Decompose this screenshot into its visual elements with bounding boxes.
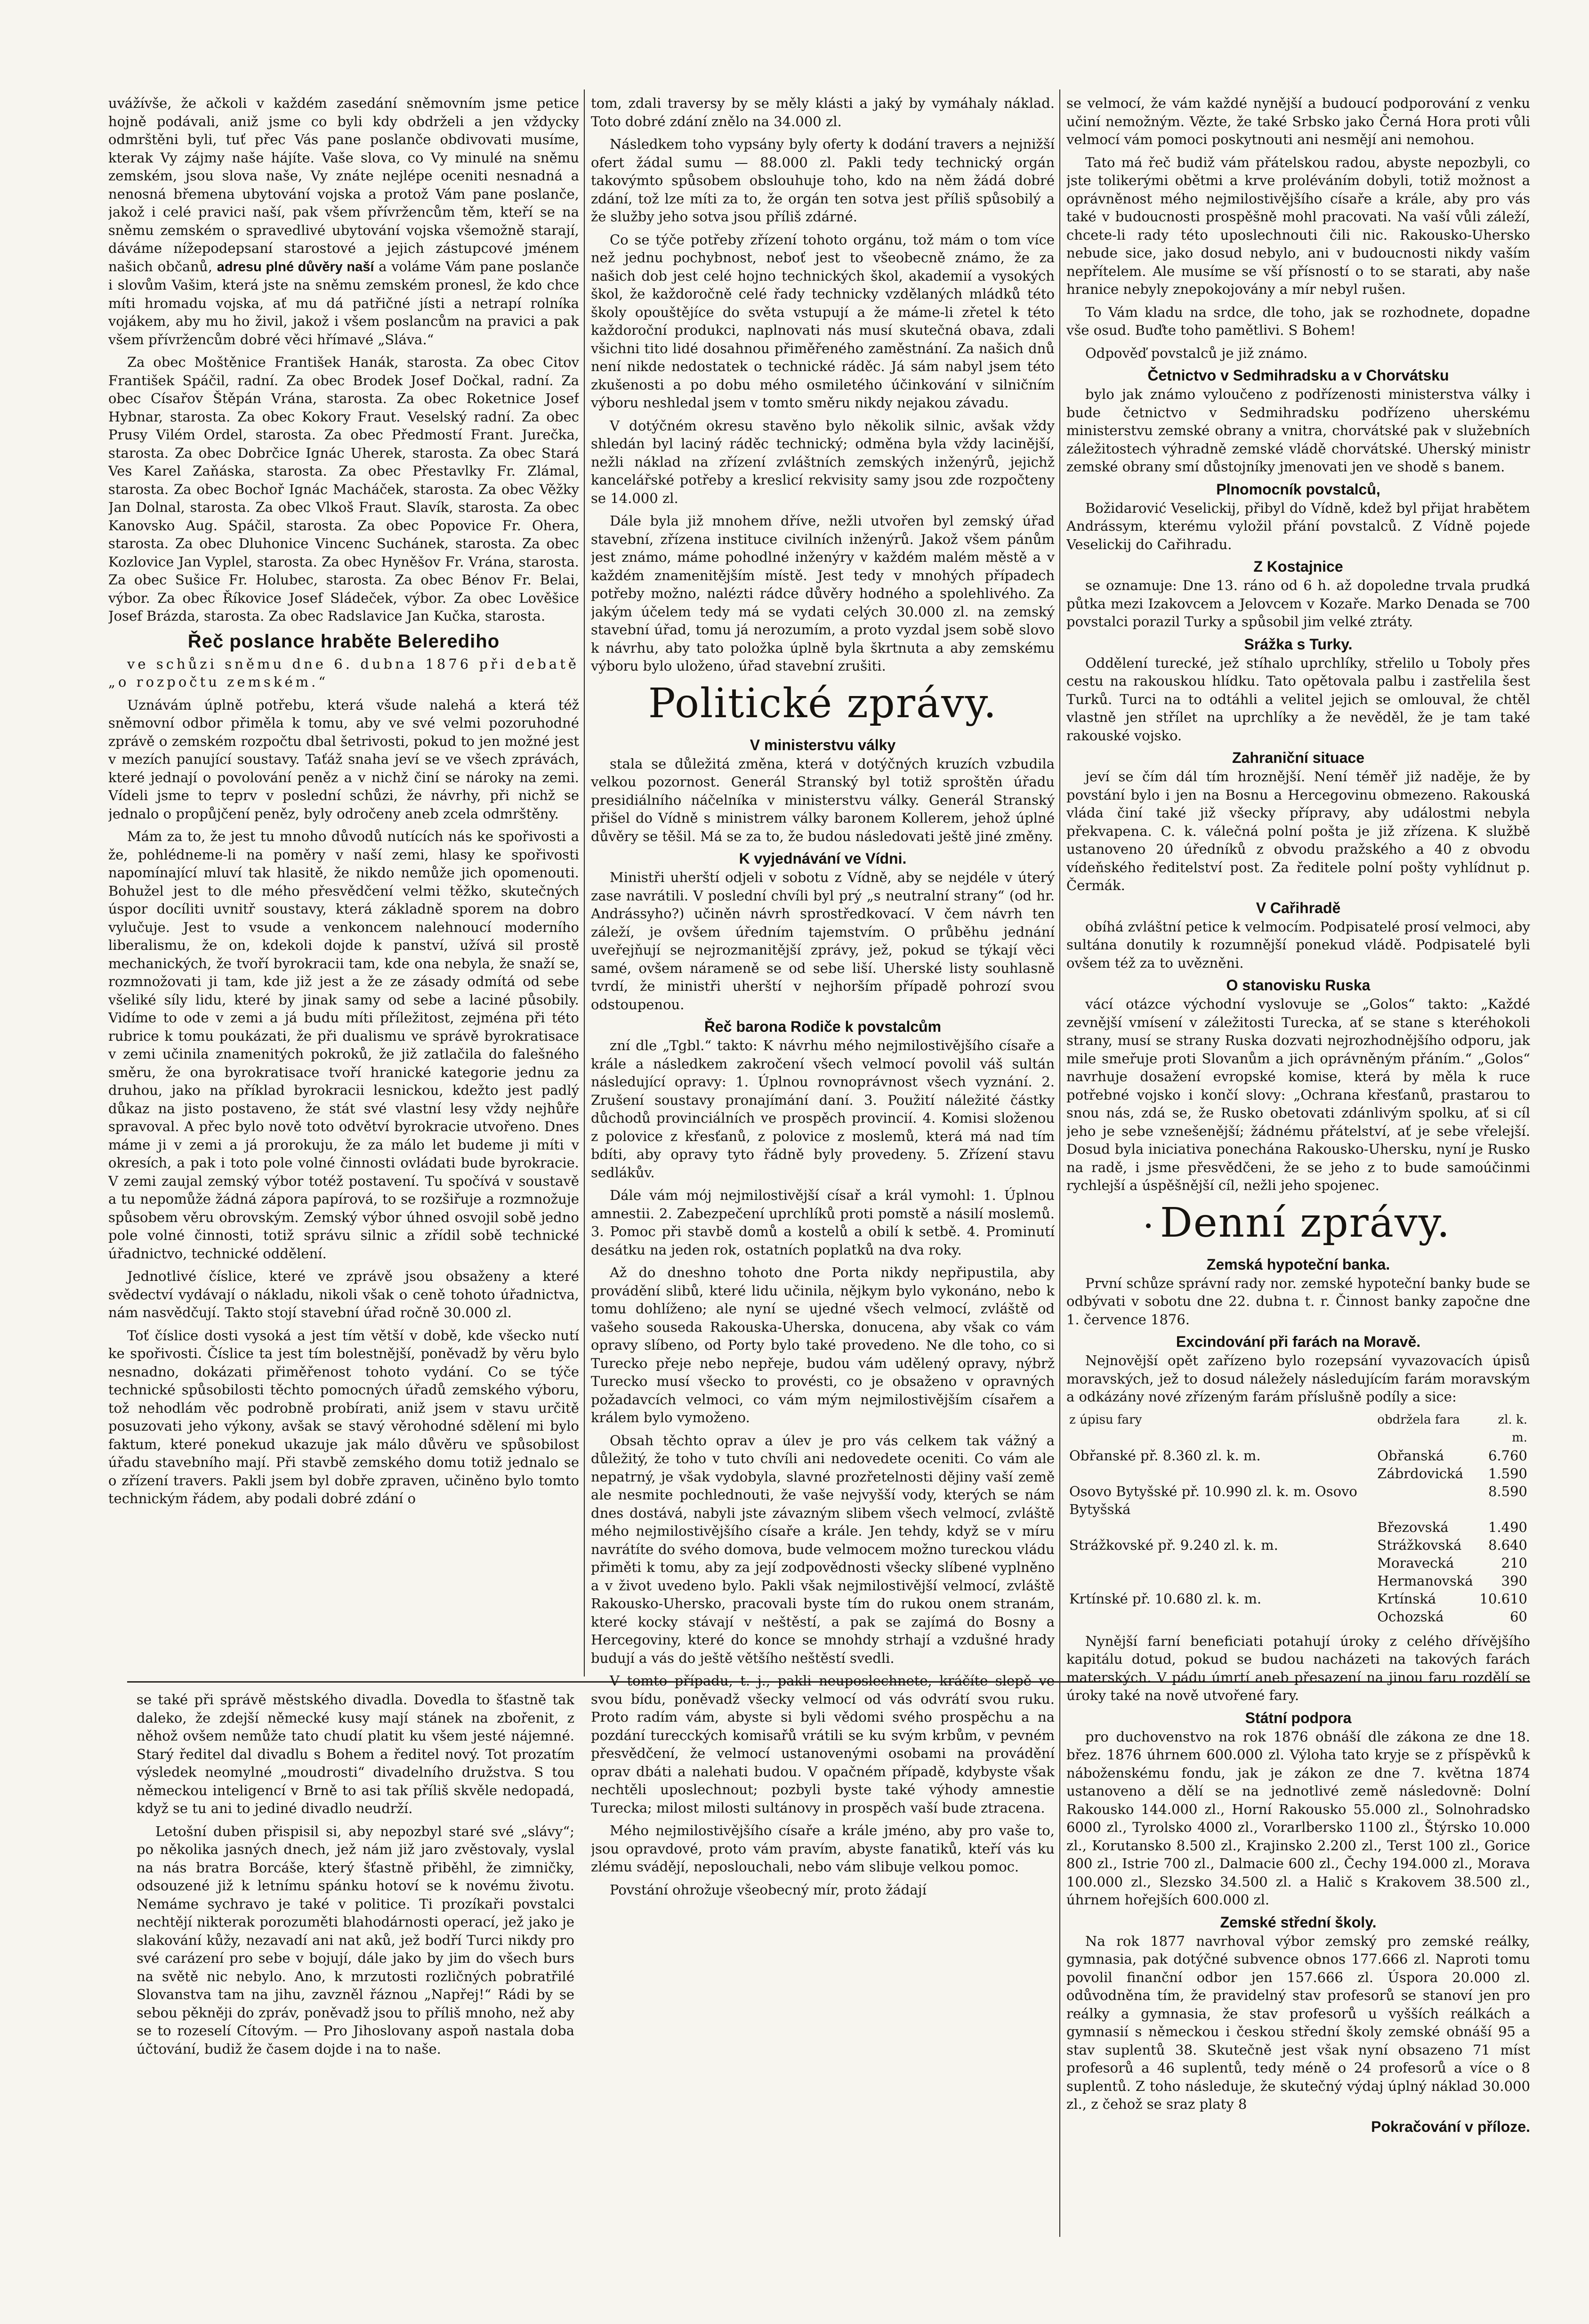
speech-paragraph: Jednotlivé číslice, které ve zprávě jsou obsaženy a které svědectví vydávají o nákladu, nikoli však o ceně tohoto úřadnictva, nám nasvědčují. Takto stojí stavební úřad ročně 30.000 zl. xyxy=(108,1268,579,1320)
news-headline: V Cařihradě xyxy=(1256,899,1341,916)
col2-paragraph: V dotýčném okresu stavěno bylo několik silnic, avšak vždy shledán byl laciný ráděc technický; odměna byla vždy lacinější, nežli náklad na zřízení zvláštních zemských inženýrů, jejichž kancelářské potřeby a kreslicí rekvisity samy jsou zde rozpočteny se 14.000 zl. xyxy=(591,417,1055,506)
news-headline: Zemská hypoteční banka. xyxy=(1206,1255,1390,1273)
news-paragraph: Nynější farní beneficiati potahují úroky z celého dřívějšího kapitálu dotud, pokud se budou nacházeti na takových farách materských. V pádu úmrtí aneb přesazení na jinou faru rozdělí se úroky také na nově utvořené fary. xyxy=(1066,1633,1530,1703)
table-cell: Obřanské př. 8.360 zl. k. m. xyxy=(1069,1447,1261,1464)
table-cell: Březovská xyxy=(1377,1519,1449,1535)
news-paragraph: zní dle „Tgbl.“ takto: K návrhu mého nejmilostivějšího císaře a krále a následkem zakročení všech velmocí povolil váš sultán následující opravy: 1. Úplnou rovnoprávnost všech vyznání. 2. Zrušení soustavy pronajímání daní. 3. Použití náležité částky důchodů provinciálních ve prospěch provincií. 4. Komisi složenou z polovice z křesťanů, z polovice z moslemů, která má nad tím bdíti, aby opravy tyto řádně byly provedeny. 5. Zřízení stavu sedlákův. xyxy=(591,1037,1055,1181)
table-cell xyxy=(1066,1608,1374,1626)
news-paragraph: Nejnovější opět zařízeno bylo rozepsání vyvazovacích úpisů moravských, jež to dosud náležely následujícím farám moravským a odkázány nové zřízeným farám příslušně podíly a sice: xyxy=(1066,1352,1530,1405)
speech-paragraph: Toť číslice dosti vysoká a jest tím větší v době, kde všecko nutí ke spořivosti. Číslice ta jest tím bolestnější, poněvadž by věru bylo nesnadno, dokázati přiměřenost tohoto vydání. Co se týče technické spůsobilosti těchto pomocných úřadů zemského výboru, tož nehodlám věc podrobně probírati, aniž jsem v stavu určitě posuzovati jeho výkony, avšak se stavý věrohodné sdělení mi bylo faktum, které ponekud ukazuje jak málo důvěru ve spůsobilost úřadu stavebního mají. Při stavbě zemského domu totiž jednalo se o zřízení travers. Pakli jsem byl dobře zpraven, učiněno bylo tomto technickým řádem, aby podali dobré zdání o xyxy=(108,1327,579,1506)
table-cell: 210 xyxy=(1501,1555,1527,1571)
table-row xyxy=(1066,1447,1530,1465)
column-1-bottom xyxy=(137,1691,574,2303)
col2-paragraph: tom, zdali traversy by se měly klásti a jaký by vymáhaly náklad. Toto dobré zdání znělo na 34.000 zl. xyxy=(591,95,1055,130)
bold-phrase: adresu plné důvěry naší xyxy=(217,259,374,275)
table-row xyxy=(1066,1465,1530,1482)
table-header-row xyxy=(1066,1411,1530,1447)
table-row xyxy=(1066,1554,1530,1572)
table-cell: Strážkovská xyxy=(1377,1537,1462,1553)
col2-paragraph: Dále byla již mnohem dříve, nežli utvořen byl zemský úřad stavební, zřízena instituce civilních inženýrů. Jakož všem pánům jest známo, máme pohodlné inženýry v každém malém městě a v každém znamenitějším místě. Jest tedy v mnohých případech potřeby možno, nalézti rádce důvěry hodného a spolehlivého. Za jakým účelem tedy má se vydati celých 30.000 zl. na zemský stavební úřad, tomu já nerozumím, a proto vyzdal jsem sobě slovo k návrhu, aby tato položka úplně byla škrtnuta a aby zemskému výboru bylo uloženo, úřad stavební zrušiti. xyxy=(591,513,1055,674)
news-headline: Excindování při farách na Moravě. xyxy=(1176,1333,1421,1350)
table-cell: Hermanovská xyxy=(1377,1572,1473,1589)
table-cell: Zábrdovická xyxy=(1377,1465,1463,1482)
column-rule-2 xyxy=(1059,89,1060,2237)
col1-signatures: Za obec Moštěnice František Hanák, starosta. Za obec Citov František Spáčil, radní. Za obec Brodek Josef Dočkal, radní. Za obec Císařov Štěpán Vrána, starosta. Za obec Roketnice Josef Hybnar, starosta. Za obec Kokory Fraut. Veselský radní. Za obec Prusy Vilém Ordel, starosta. Za obec Předmostí Frant. Jurečka, starosta. Za obec Dobrčice Ignác Uherek, starosta. Za obec Stará Ves Karel Zaňáska, starosta. Za obec Přestavlky Fr. Zlámal, starosta. Za obec Bochoř Ignác Macháček, starosta. Za obec Věžky Jan Dolnal, starosta. Za obec Vlkoš Fraut. Slavík, starosta. Za obec Kanovsko Aug. Spáčil, starosta. Za obec Popovice Fr. Ohera, starosta. Za obec Dluhonice Vincenc Suchánek, starosta. Za obec Kozlovice Jan Vyplel, starosta. Za obec Hyněšov Fr. Vrána, starosta. Za obec Sušice Fr. Holubec, starosta. Za obec Bénov Fr. Belai, výbor. Za obec Říkovice Josef Sládeček, výbor. Za obec Lověšice Josef Brázda, starosta. Za obec Radslavice Jan Kučka, starosta. xyxy=(108,354,579,624)
column-1 xyxy=(108,94,579,1672)
table-cell: Strážkovské př. 9.240 zl. k. m. xyxy=(1069,1537,1278,1553)
table-cell xyxy=(1066,1465,1374,1482)
table-cell: 1.590 xyxy=(1488,1465,1527,1482)
table-row xyxy=(1066,1590,1530,1608)
news-headline: Řeč barona Rodiče k povstalcům xyxy=(704,1018,942,1035)
column-2 xyxy=(591,94,1055,2317)
table-cell: Krtínská xyxy=(1377,1590,1436,1607)
col3-paragraph: Tato má řeč budiž vám přátelskou radou, abyste nepozbyli, co jste tolikerými obětmi a krve proléváním dobyli, totiž možnost a oprávněnost mého nejmilostivějšího císaře a krále, aby pro vás také v budoucnosti prospěšně mohl pracovati. Na vaší vůli záleží, chcete-li rady této uposlechnouti čili nic. Rakousko-Uhersko nebude sice, jako dosud nebylo, ani v budoucnosti nikdy vaším nepřítelem. Ale musíme se vší přísností o to se starati, aby naše hranice nebyly znepokojovány a mír nebyl rušen. xyxy=(1066,154,1530,297)
political-news-heading: Politické zprávy. xyxy=(648,680,998,727)
table-header-cell: obdržela fara xyxy=(1377,1412,1460,1427)
table-row xyxy=(1066,1572,1530,1590)
table-cell: 6.760 xyxy=(1488,1447,1527,1464)
table-row xyxy=(1066,1518,1530,1536)
news-headline: Srážka s Turky. xyxy=(1244,635,1353,653)
news-paragraph: obíhá zvláštní petice k velmocím. Podpisatelé prosí velmoci, aby sultána donutily k rozumnější ponekud vládě. Podpisatelé byli ovšem též za to uvězněni. xyxy=(1066,918,1530,971)
speech-subtitle: ve schůzi sněmu dne 6. dubna 1876 při debatě „o rozpočtu zemském.“ xyxy=(108,656,579,690)
speech-paragraph: Mám za to, že jest tu mnoho důvodů nutících nás ke spořivosti a že, pohlédneme-li na poměry v naší zemi, hlasy ke spořivosti napomínající mluví tak hlasitě, že nikdo nemůže jich opomenouti. Bohužel jest to dle mého přesvědčení velmi těžko, skutečných úspor docíliti uvnitř soustavy, která základně sporem na dobro vylučuje. Jest to vsude a venkoncem nalehnoucí moderního liberalismu, že on, kdekoli dojde k panství, užívá sil prostě mechanických, že tvoří byrokracii tam, kde ona nebyla, že snaží se, rozmnožovati ji tam, kde již jest a že ze zásady odmítá od sebe všeliké síly lidu, které by jinak samy od sebe a laciné působily. Vidíme to ode v zemi a já budu míti příležitost, zejména při této rubrice k tomu poukázati, že při dualismu ve správě byrokratisace v zemi učinila znamenitých pokroků, že již zatlačila do falešného směru, že ona byrokratisace tvoří hranické kategorie jednu za druhou, jako na příklad byrokracii lesnickou, kdežto jest padlý důkaz na jisto postaveno, že stát své vlastní lesy vždy nejhůře spravoval. A přec bylo nově toto odvětví byrokracie utvořeno. Dnes máme ji v zemi a já prorokuju, že za málo let budeme ji míti v okresích, a pak i toto pole volné činnosti ovládati bude byrokracie. V zemi zaujal zemský výbor totéž postavení. Tu spočívá v soustavě a tu nepomůže žádná zápora papírová, to se rozšiřuje a rozmnožuje spůsobem věru obrovským. Zemský výbor úhned osvojil sobě jedno pole volné činnosti, totiž správu silnic a zřídil sobě technické úřadnictvo, technické oddělení. xyxy=(108,828,579,1262)
news-headline: Státní podpora xyxy=(1245,1709,1352,1726)
news-headline: V ministerstvu války xyxy=(750,736,896,753)
table-row xyxy=(1066,1536,1530,1554)
continued-note: Pokračování v příloze. xyxy=(1371,2118,1530,2135)
table-cell xyxy=(1066,1518,1374,1536)
news-headline: Plnomocník povstalců, xyxy=(1216,480,1380,498)
news-paragraph: vácí otázce východní vyslovuje se „Golos“ takto: „Každé zevnější vmísení v záležitosti Turecka, ať se stane s kteréhokoli strany, musí se strany Ruska dozvati nejrozhodnějšího odporu, jak mile smeřuje proti Slovanům a jich oprávněným přáním.“ „Golos“ navrhuje dosažení evropské komise, která by měla k ruce potřebné vojsko i končí slovy: „Ochrana křesťanů, prastarou to snou nás, zdá se, že Rusko obetovati zdánlivým spolku, ať si cíl jeho je sebe vznešenější; žádnému přátelství, ať je sebe vřelejší. Dosud byla iniciativa ponechána Rakousko-Uhersku, nyní je Rusko na radě, i jsme přesvědčeni, že se jeho z to bude samoúčinmi rychlejší a úspěšnější cíl, nežli jeho spojenec. xyxy=(1066,996,1530,1193)
table-cell xyxy=(1374,1482,1476,1518)
news-paragraph: Mého nejmilostivějšího císaře a krále jméno, aby pro vaše to, jsou opravdové, proto vám pravím, abyste fanatiků, kteří vás ku zlému svádějí, neposlouchali, nebo vám slibuje velkou pomoc. xyxy=(591,1822,1055,1875)
table-cell: 8.640 xyxy=(1488,1537,1527,1553)
table-cell: 390 xyxy=(1501,1572,1527,1589)
news-paragraph: pro duchovenstvo na rok 1876 obnáší dle zákona ze dne 18. břez. 1876 úhrnem 600.000 zl. Výloha tato kryje se z příspěvků k náboženskému fondu, jak je zákon ze dne 7. května 1874 ustanoveno a dělí se na jednotlivé země následovně: Dolní Rakousko 144.000 zl., Horní Rakousko 55.000 zl., Solnohradsko 6000 zl., Tyrolsko 4000 zl., Vorarlbersko 1100 zl., Štýrsko 10.000 zl., Korutansko 8.500 zl., Krajinsko 2.200 zl., Terst 100 zl., Gorice 800 zl., Istrie 700 zl., Dalmacie 600 zl., Čechy 194.000 zl., Morava 100.000 zl., Slezsko 34.500 zl. a Halič s Krakovem 38.500 zl., úhrnem hořejších 600.000 zl. xyxy=(1066,1728,1530,1908)
table-row xyxy=(1066,1608,1530,1626)
table-header-cell: z úpisu fary xyxy=(1069,1412,1142,1427)
news-headline: O stanovisku Ruska xyxy=(1226,977,1371,994)
news-paragraph: Na rok 1877 navrhoval výbor zemský pro zemské reálky, gymnasia, pak dotýčné subvence obnos 177.666 zl. Naproti tomu povolil finanční odbor jen 157.666 zl. Úspora 20.000 zl. odůvodněna tím, že pravidelný stav profesorů se stanoví jen pro reálky a gymnasia, že stav profesorů u vyšších reálkách a gymnasií s německou i českou střední školy zemské obnáší 95 a stav suplentů 38. Skutečně jest však nyní obsazeno 71 míst profesorů a 46 suplentů, tedy méně o 24 profesorů a více o 8 suplentů. Z toho následuje, že skutečný výdaj úplný náklad 30.000 zl., z čehož se sraz platy 8 xyxy=(1066,1933,1530,2112)
news-paragraph: bylo jak známo vyloučeno z podřízenosti ministerstva války i bude četnictvo v Sedmihradsku podřízeno uherskému ministerstvu zemské obrany a vnitra, chorvátské pak v služebních záležitostech výhradně zemské vládě chorvátské. Uherský ministr zemské obrany smí důstojníky jmenovati jen ve shodě s banem. xyxy=(1066,386,1530,475)
col1-paragraph: uvážívše, že ačkoli v každém zasedání sněmovním jsme petice hojně podávali, aniž jsme co byli kdy obdrželi a jen vždycky odmrštěni byli, tuť přec Vás pane poslanče obdivovati musíme, kterak Vy zájmy naše hájíte. Vaše slova, co Vy minulé na sněmu zemském, jsou slova naše, Vy znáte nejlépe oceniti nesnadná a nenosná břemena ubytování vojska a protož Vám pane poslanče, jakož i celé pravici naší, pak všem přívržencům těm, kteří se na sněmu zemském o spravedlivé ubytování vojska všemožně starají, dáváme nížepodepsaní starostové a jejich zástupcové jménem našich občanů, adresu plné důvěry naší a voláme Vám pane poslanče i slovům Vašim, která jste na sněmu zemském pronesl, že kdo chce míti hromadu vojska, ať mu dá patřičné jísti a netrapí rolníka vojákem, aby mu ho živil, jakož i všem poslancům na pravici a pak všem přívržencům dobré věci hřímavé „Sláva.“ xyxy=(108,95,579,348)
col2-paragraph: Co se týče potřeby zřízení tohoto orgánu, tož mám o tom více než jednu pochybnost, neboť jest to všeobecně známo, že za našich dob jest celé hojno technických škol, akademií a vysokých škol, že každoročně celé řady technicky vzdělaných mládků této školy opouštějíce do světa vstupují a že máme-li zřetel k této každoroční produkci, naplnovati nás musí skutečná obava, zdali všichni tito lidé dosahnou přiměřeného zaměstnání. Za našich dnů není nikde nedostatek o technické ráděc. Já sám nabyl jsem této zkušenosti a po dobu mého osmiletého účinkování v silničním výboru neshledal jsem v tomto směru nikdy nejakou závadu. xyxy=(591,231,1055,411)
speech-paragraph: Uznávám úplně potřebu, která všude nalehá a která též sněmovní odbor přiměla k tomu, aby ve své velmi pozoruhodné zprávě o zemském rozpočtu dbal šetrivosti, pokud to jen možné jest v mezích panující soustavy. Taťáž snaha jeví se ve všech zprávách, které jednají o povolování peněz a v nichž činí se nároky na zemi. Vídeli jsme to teprv v poslední schůzi, že návrhy, při nichž se jednalo o propůjčení peněz, byly odročeny aneb zcela odmrštěny. xyxy=(108,696,579,822)
speech-title: Řeč poslance hraběte Belerediho xyxy=(187,631,500,652)
news-headline: Četnictvo v Sedmihradsku a v Chorvátsku xyxy=(1147,367,1449,384)
news-paragraph: V tomto případu, t. j., pakli neuposlechnete, kráčíte slepě ve svou bídu, poněvadž všecky velmocí od vás odvrátí svou ruku. Proto radím vám, abyste si byli vědomi svého prospěchu a na pozdání turecckých komisařů vrátili se ku svým krbům, v pevném přesvědčení, že velmocí ustanovenými osobami na provádění oprav dbáti a nalehati budou. V opačném případě, kdybyste však nechtěli uposlechnout; pozbyli byste také výhody amnestie Turecka; milost milosti sultánovy in prospěch vaší bude ztracena. xyxy=(591,1673,1055,1816)
news-headline: Zemské střední školy. xyxy=(1220,1913,1377,1931)
table-cell: Ochozská xyxy=(1377,1608,1444,1625)
feuilleton-paragraph: Letošní duben přispisil si, aby nepozbyl staré své „slávy“; po několika jasných dnech, jež nám již jaro zvěstovaly, vyslal na nás bratra Borcáše, který šťastně přiběhl, že zimničky, odsouzené již k letnímu spánku hotoví se k novému životu. Nemáme sychravo je také v politice. Ti prozíkaři povstalci nechtějí nikterak porozuměti blahodárnosti operací, jež jako je slakování kůžy, nezavadí ani nat aků, jež bodří Turci nikdy pro své carázení pro sebe v bojují, dále jako by jim do všech burs na světě nic nebylo. Ano, k mrzutosti rozličných pobratřilé Slovanstva tam na jihu, zavzněl řáznou „Napřej!“ Rádi by se sebou pěkněji do zpráv, poněvadž jsou to příliš mnoho, než aby se to rozeselí Cítovým. — Pro Jihoslovany aspoň nastala doba účtování, budiž že časem dojde i na to naše. xyxy=(137,1823,574,2057)
news-paragraph: Ministři uherští odjeli v sobotu z Vídně, aby se nejdéle v úterý zase navrátili. V poslední chvíli byl prý „s neutralní strany“ (od hr. Andrássyho?) učiněn návrh sprostředkovací. V čem návrh ten záleží, je ovšem úředním tajemstvím. O průběhu jednání uveřejňují se nejrozmanitější zprávy, jež, pokud se týkají věci samé, ovšem nárameně se od sebe liší. Uherské listy souhlasně tvrdí, že ministři uherští v nejhorším případě pohrozí svou odstoupenou. xyxy=(591,869,1055,1012)
bullet-dot-icon xyxy=(1146,1223,1151,1228)
news-paragraph: Oddělení turecké, jež stíhalo uprchlíky, střelilo u Toboly přes cestu na rakouskou hlídku. Tato opětovala palbu i zastřelila šest Turků. Turci na to odtáhli a velitel jejich se omlouval, že chtěl vlastně jen střílet na uprchlíky a že nevěděl, že je tam také rakouské vojsko. xyxy=(1066,655,1530,744)
table-cell xyxy=(1066,1554,1374,1572)
news-paragraph: Dále vám mój nejmilostivější císař a král vymohl: 1. Úplnou amnestii. 2. Zabezpečení uprchlíků proti pomstě a násilí moslemů. 3. Pomoc při stavbě domů a kostelů a obilí k setbě. 4. Prominutí desátku na jeden rok, ostatních poplatků na dva roky. xyxy=(591,1187,1055,1258)
news-paragraph: První schůze správní rady nor. zemské hypoteční banky bude se odbývati v sobotu dne 22. dubna t. r. Činnost banky započne dne 1. července 1876. xyxy=(1066,1275,1530,1328)
news-paragraph: jeví se čím dál tím hroznější. Není téměř již naděje, že by povstání bylo i jen na Bosnu a Hercegovinu obmezeno. Rakouská vláda činí také již všecky přípravy, aby událostmi nebyla překvapena. C. k. válečná polní pošta je již zřízena. K službě ustanoveno 20 úředníků z obvodu pražského a 40 z obvodu vídeňského ředitelství post. Za ředitele polní pošty vyhlídnut p. Čermák. xyxy=(1066,769,1530,893)
table-cell: Krtínské př. 10.680 zl. k. m. xyxy=(1069,1590,1262,1607)
col3-paragraph: To Vám kladu na srdce, dle toho, jak se rozhodnete, dopadne vše osud. Buďte toho pamětlivi. S Bohem! xyxy=(1066,304,1530,338)
news-paragraph: Obsah těchto oprav a úlev je pro vás celkem tak vážný a důležitý, že toho v tuto chvíli ani nedovedete oceniti. Co vám ale nepatrný, je však vydobyla, slavné prozřetelnosti dějiny vaší země ale nesmite pochlednouti, že vaše nejvyšší vody, kterých se nám dnes dostává, nabyli jste závazným slibem všech velmocí, zvláště mého nejmilostivějšího císaře a krále. Jen tehdy, když se v míru navrátíte do svého domova, bude velmocem možno tureckou vládu přiměti k tomu, aby za její zodpovědnosti všecky slíbené vyplněno a v život uvedeno bylo. Pakli však nejmilostivější velmocí, zvláště Rakousko-Uhersko, pracovali byste tím do rukou onem stranám, které kocky stávají v neštěstí, a pak se zajímá do Bosny a Hercegoviny, které do konce se mnohdy strhají a vzdušné hrady budují a vás do ještě většího neštěstí svedli. xyxy=(591,1432,1055,1666)
news-paragraph: stala se důležitá změna, která v dotýčných kruzích vzbudila velkou pozornost. Generál Stranský byl totiž sproštěn úřadu presidiálního náčelníka v ministerstvu války. Generál Stranský přišel do Vídně s ministrem války baronem Kollerem, jehož úplné důvěry se těšil. Má se za to, že budou následovati ještě jiné změny. xyxy=(591,755,1055,844)
col3-paragraph: Odpověď povstalců je již známo. xyxy=(1085,345,1308,361)
table-cell: Obřanská xyxy=(1377,1447,1444,1464)
table-header-cell: zl. k. m. xyxy=(1498,1412,1527,1445)
table-cell: 60 xyxy=(1510,1608,1527,1625)
news-headline: K vyjednávání ve Vídni. xyxy=(739,850,907,867)
table-cell: Osovo Bytyšské př. 10.990 zl. k. m. Osovo Bytyšská xyxy=(1069,1483,1357,1517)
table-cell: 1.490 xyxy=(1488,1519,1527,1535)
table-cell: Moravecká xyxy=(1377,1555,1454,1571)
parish-table xyxy=(1066,1411,1530,1626)
table-cell: 10.610 xyxy=(1479,1590,1527,1607)
table-cell: 8.590 xyxy=(1488,1483,1527,1499)
table-row xyxy=(1066,1482,1530,1518)
news-paragraph: Až do dneshno tohoto dne Porta nikdy nepřipustila, aby provádění slibů, které lidu učinila, nějkym bylo vykonáno, nebo k tomu dohlíženo; ale nyní se ujedné všech velmocí, zvláště od vašeho souseda Rakouska-Uherska, donucena, aby však co vám opravy slíbeno, od Porty bylo také provedeno. Ne dle toho, co si Turecko přeje nebo nepřeje, budou vám udělený opravy, nýbrž Turecko musí všecko to provésti, co je obsaženo v opravných požadavcích velmoci, co vám mým nejmilostivějším císařem a králem bylo vymoženo. xyxy=(591,1264,1055,1425)
daily-news-heading: Denní zprávy. xyxy=(1066,1199,1530,1247)
news-headline: Z Kostajnice xyxy=(1253,558,1343,575)
col3-paragraph: se velmocí, že vám každé nynější a budoucí podporování z venku učiní nemožným. Vězte, že také Srbsko jako Černá Hora proti vůli velmocí vám pomoci poskytnouti ani nesmějí ani nemohou. xyxy=(1066,95,1530,147)
col2-paragraph: Následkem toho vypsány byly oferty k dodání travers a nejnižší ofert žádal sumu — 88.000 zl. Pakli tedy technický orgán takovýmto spůsobem obslouhuje toho, kdo na něm žádá dobré zdání, tož lze míti za to, že orgán ten sotva jest příliš spůsobilý a že služby jeho sotva jsou příliš zdárné. xyxy=(591,136,1055,225)
news-paragraph: se oznamuje: Dne 13. ráno od 6 h. až dopoledne trvala prudká půtka mezi Izakovcem a Jelovcem v Kozaře. Marko Denada se 700 povstalci porazil Turky a spůsobil jim velké ztráty. xyxy=(1066,577,1530,630)
column-3 xyxy=(1066,94,1530,2317)
news-paragraph: Božidarović Veselickij, přibyl do Vídně, kdež byl přijat hrabětem Andrássym, kterému vyložil přání povstalců. Z Vídně pojede Veselickij do Cařihradu. xyxy=(1066,500,1530,552)
table-cell xyxy=(1066,1572,1374,1590)
column-rule-1 xyxy=(584,89,585,1676)
news-headline: Zahraniční situace xyxy=(1232,749,1364,766)
news-paragraph: Povstání ohrožuje všeobecný mír, proto žádají xyxy=(610,1881,927,1898)
feuilleton-paragraph: se také při správě městského divadla. Dovedla to šťastně tak daleko, že zdejší německé kusy mají stánek na zbořenit, z něhož ovšem nemůže tato chudí platit ku všem jesté nájemné. Starý ředitel dal divadlu s Bohem a ředitel nový. Tot prozatím výsledek neomylné „moudrosti“ divadelního družstva. S tou německou inteligencí v Brně to asi tak příliš skvěle nedopadá, když se tu ani to jediné divadlo neudrží. xyxy=(137,1692,574,1816)
